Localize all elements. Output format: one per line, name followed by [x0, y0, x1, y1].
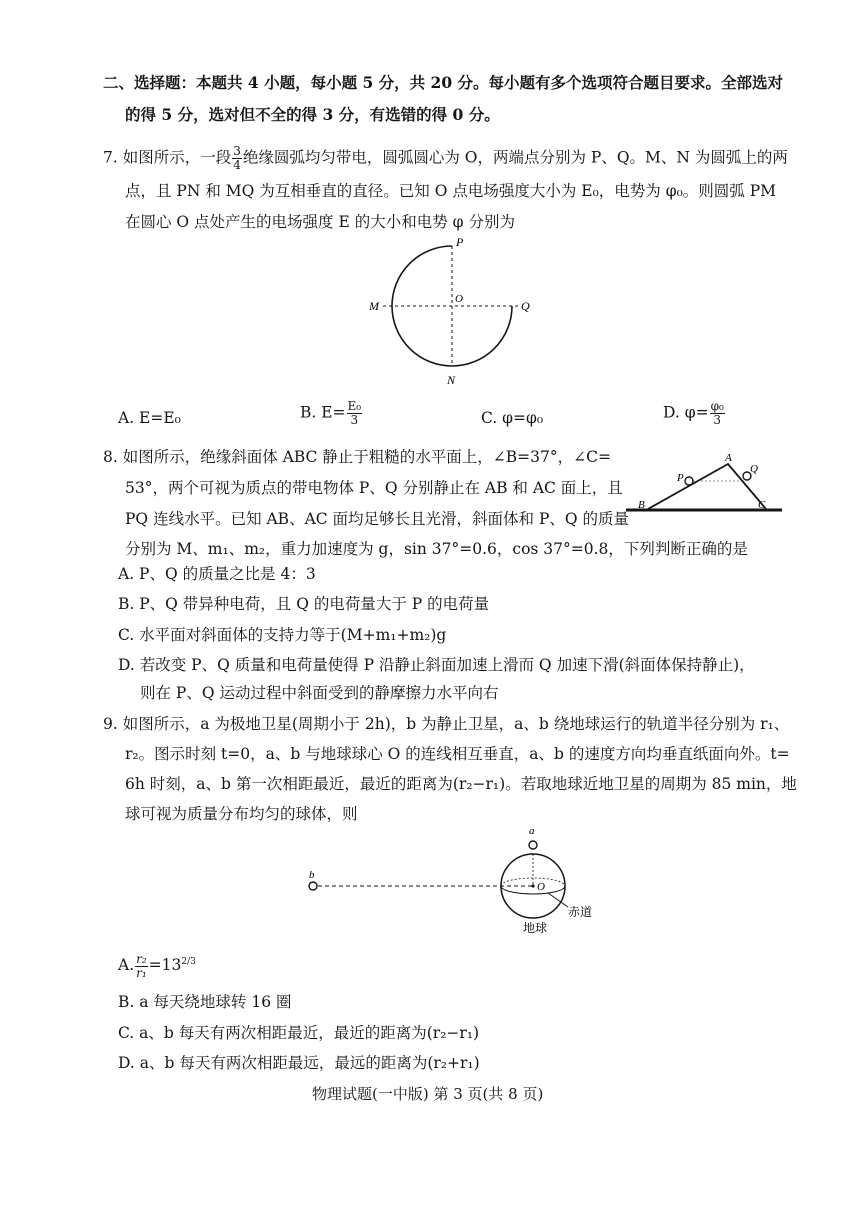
q8-label-Q: Q: [750, 463, 758, 475]
q7-option-b-prefix: B. E=: [300, 403, 346, 422]
page-footer: 物理试题(一中版) 第 3 页(共 8 页): [312, 1085, 544, 1103]
q9-line3: 6h 时刻，a、b 第一次相距最近，最近的距离为(r₂−r₁)。若取地球近地卫星的周期为 85 min，地: [125, 775, 797, 793]
q9-option-a-prefix: A.: [118, 956, 135, 975]
q7-option-d-den: 3: [713, 413, 721, 427]
q7-line1-end: 绝缘圆弧均匀带电，圆弧圆心为 O，两端点分别为 P、Q。M、N 为圆弧上的两: [242, 148, 788, 167]
q7-label-M: M: [369, 299, 379, 313]
q8-option-d-line1: D. 若改变 P、Q 质量和电荷量使得 P 沿静止斜面加速上滑而 Q 加速下滑(斜面体保持静止)，: [118, 656, 755, 674]
q8-line1: 8. 如图所示，绝缘斜面体 ABC 静止于粗糙的水平面上，∠B=37°，∠C=: [103, 448, 611, 466]
q9-option-a-fraction: [135, 953, 148, 980]
q8-line4: 分别为 M、m₁、m₂，重力加速度为 g，sin 37°=0.6，cos 37°=0.8，下列判断正确的是: [125, 540, 748, 558]
q9-option-c: C. a、b 每天有两次相距最近，最近的距离为(r₂−r₁): [118, 1024, 480, 1042]
q7-option-a: A. E=E₀: [118, 409, 181, 427]
q7-label-P: P: [456, 235, 464, 249]
q9-label-O: O: [537, 881, 545, 893]
q8-label-A: A: [725, 452, 732, 464]
q9-satellite-b: [309, 882, 317, 890]
q9-option-a-exponent: 2/3: [181, 957, 196, 967]
q7-line2: 点，且 PN 和 MQ 为互相垂直的直径。已知 O 点电场强度大小为 E₀，电势为 φ₀。则圆弧 PM: [125, 182, 777, 200]
q8-option-a: A. P、Q 的质量之比是 4：3: [118, 565, 316, 583]
q9-label-a: a: [529, 825, 535, 837]
q9-option-d: D. a、b 每天有两次相距最远，最远的距离为(r₂+r₁): [118, 1054, 480, 1072]
q9-option-b: B. a 每天绕地球转 16 圈: [118, 993, 292, 1011]
q7-option-c: C. φ=φ₀: [481, 409, 544, 427]
q7-label-Q: Q: [521, 299, 530, 313]
q9-label-b: b: [309, 869, 315, 881]
q9-option-a-rhs: =13: [148, 956, 182, 975]
q7-fraction-den: 4: [233, 158, 241, 172]
q7-line3: 在圆心 O 点处产生的电场强度 E 的大小和电势 φ 分别为: [125, 213, 515, 231]
q7-line1-start: 7. 如图所示，一段: [103, 148, 232, 167]
q8-option-c: C. 水平面对斜面体的支持力等于(M+m₁+m₂)g: [118, 626, 447, 644]
section-header-line1: 二、选择题：本题共 4 小题，每小题 5 分，共 20 分。每小题有多个选项符合题目要求。全部选对: [103, 73, 784, 92]
q8-label-P: P: [677, 472, 684, 484]
q9-center-O: [531, 884, 534, 887]
section-header-line2: 的得 5 分，选对但不全的得 3 分，有选错的得 0 分。: [125, 105, 500, 124]
q8-line3: PQ 连线水平。已知 AB、AC 面均足够长且光滑，斜面体和 P、Q 的质量: [125, 510, 630, 528]
q7-label-N: N: [447, 373, 456, 387]
q7-option-d-prefix: D. φ=: [663, 403, 709, 422]
q7-fraction-num: 3: [233, 144, 241, 158]
q9-option-a-num: r₂: [136, 951, 147, 966]
q9-label-equator: 赤道: [568, 905, 593, 919]
q9-label-earth: 地球: [523, 921, 548, 935]
q9-line1: 9. 如图所示，a 为极地卫星(周期小于 2h)，b 为静止卫星，a、b 绕地球运行的轨道半径分别为 r₁、: [103, 715, 790, 733]
q8-line2: 53°，两个可视为质点的带电物体 P、Q 分别静止在 AB 和 AC 面上，且: [125, 479, 623, 497]
q8-option-d-line2: 则在 P、Q 运动过程中斜面受到的静摩擦力水平向右: [140, 684, 499, 702]
q9-line4: 球可视为质量分布均匀的球体，则: [125, 805, 358, 823]
q9-satellite-a: [529, 841, 537, 849]
q7-option-b-den: 3: [350, 413, 359, 427]
q8-option-b: B. P、Q 带异种电荷，且 Q 的电荷量大于 P 的电荷量: [118, 595, 490, 613]
q8-label-B: B: [638, 499, 645, 511]
q9-option-a: [118, 951, 196, 980]
q8-label-C: C: [758, 499, 766, 511]
q9-line2: r₂。图示时刻 t=0，a、b 与地球球心 O 的连线相互垂直，a、b 的速度方向均垂直纸面向外。t=: [125, 745, 790, 763]
q7-label-O: O: [455, 293, 463, 305]
q7-option-b-num: E₀: [347, 399, 362, 413]
q7-option-d-num: φ₀: [710, 399, 724, 413]
q9-option-a-den: r₁: [136, 965, 147, 980]
